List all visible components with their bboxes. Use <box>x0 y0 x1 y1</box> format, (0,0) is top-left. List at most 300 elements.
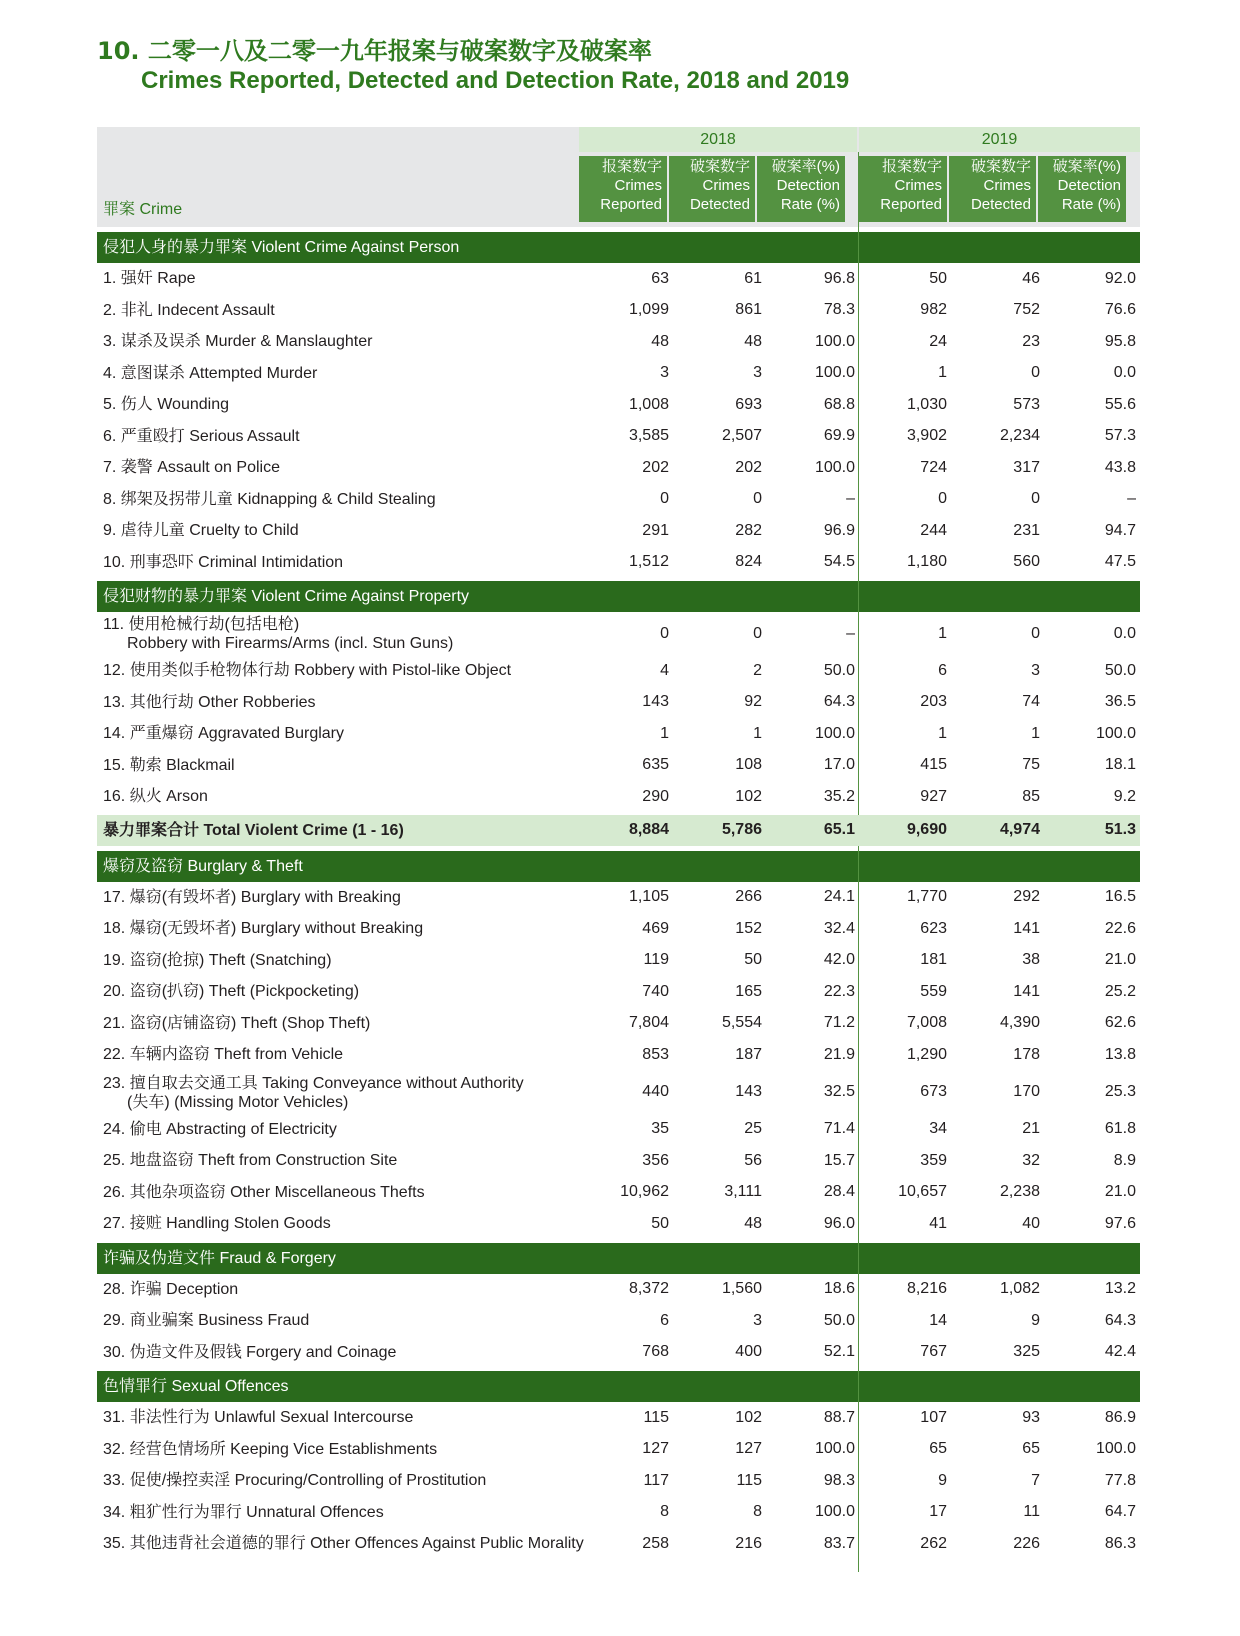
cell-value: 740 <box>642 982 669 1000</box>
cell-value: 50.0 <box>1104 661 1136 679</box>
row-label-text: 8. 绑架及拐带儿童 Kidnapping & Child Stealing <box>103 490 436 508</box>
row-label <box>103 1208 331 1240</box>
cell-value: 3,585 <box>628 427 669 445</box>
cell-value: 3 <box>753 364 762 382</box>
cell-value: 96.8 <box>823 269 855 287</box>
cell-value: 50.0 <box>823 661 855 679</box>
cell-value: 1,770 <box>906 888 947 906</box>
cell-value: 64.3 <box>823 693 855 711</box>
row-label <box>103 1145 397 1177</box>
cell-value: 28.4 <box>823 1183 855 1201</box>
cell-value: 0.0 <box>1113 624 1136 642</box>
column-header-line: Reported <box>880 196 942 213</box>
total-row <box>97 815 1140 846</box>
cell-value: 5,786 <box>721 821 762 838</box>
row-label-text: 34. 粗犷性行为罪行 Unnatural Offences <box>103 1503 384 1521</box>
cell-value: 42.4 <box>1104 1343 1136 1361</box>
table-row <box>97 547 1140 579</box>
column-header-line: Detected <box>970 196 1031 213</box>
cell-value: 0 <box>753 624 762 642</box>
cell-value: 202 <box>642 458 669 476</box>
cell-value: 14 <box>929 1311 947 1329</box>
table-row <box>97 1177 1140 1209</box>
cell-value: 97.6 <box>1104 1214 1136 1232</box>
row-label-text: 22. 车辆内盗窃 Theft from Vehicle <box>103 1046 344 1064</box>
column-header-line: Crimes <box>983 177 1031 194</box>
cell-value: 187 <box>735 1045 762 1063</box>
cell-value: 7,804 <box>628 1014 669 1032</box>
table-row <box>97 484 1140 516</box>
table-row <box>97 1008 1140 1040</box>
cell-value: 88.7 <box>823 1408 855 1426</box>
row-label-text: 14. 严重爆窃 Aggravated Burglary <box>103 725 344 743</box>
row-label <box>103 718 344 750</box>
cell-value: 469 <box>642 919 669 937</box>
table-row <box>97 718 1140 750</box>
cell-value: 95.8 <box>1104 332 1136 350</box>
cell-value: 96.9 <box>823 521 855 539</box>
row-label-text: 28. 诈骗 Deception <box>103 1280 239 1298</box>
cell-value: 42.0 <box>823 951 855 969</box>
table-header <box>97 127 1140 227</box>
column-header-line: 破案率(%) <box>771 158 840 175</box>
cell-value: 9.2 <box>1113 787 1136 805</box>
cell-value: 165 <box>735 982 762 1000</box>
table-row <box>97 1114 1140 1146</box>
cell-value: 152 <box>735 919 762 937</box>
cell-value: 17.0 <box>823 756 855 774</box>
row-label <box>103 781 208 813</box>
cell-value: 92 <box>744 693 762 711</box>
cell-value: 861 <box>735 301 762 319</box>
cell-value: 767 <box>920 1343 947 1361</box>
row-label <box>103 750 235 782</box>
row-label <box>103 913 423 945</box>
column-header-line: 破案率(%) <box>1052 158 1121 175</box>
column-header <box>757 156 845 222</box>
cell-value: 74 <box>1022 693 1040 711</box>
cell-value: 100.0 <box>814 364 855 382</box>
table-row <box>97 1528 1140 1560</box>
cell-value: 3 <box>753 1311 762 1329</box>
cell-value: 8 <box>660 1503 669 1521</box>
table-body <box>97 232 1140 1560</box>
cell-value: 3,902 <box>906 427 947 445</box>
row-label-text: 27. 接赃 Handling Stolen Goods <box>103 1215 331 1233</box>
row-label <box>103 612 453 658</box>
cell-value: 98.3 <box>823 1471 855 1489</box>
row-label-text: 33. 促使/操控卖淫 Procuring/Controlling of Prostitution <box>103 1472 487 1490</box>
row-label <box>103 815 404 846</box>
table-row <box>97 750 1140 782</box>
table-row <box>97 781 1140 813</box>
cell-value: 25.3 <box>1104 1083 1136 1100</box>
table-row <box>97 1305 1140 1337</box>
cell-value: 202 <box>735 458 762 476</box>
cell-value: 48 <box>651 332 669 350</box>
cell-value: 65.1 <box>823 821 855 838</box>
cell-value: 1,030 <box>906 395 947 413</box>
cell-value: 1,560 <box>721 1280 762 1298</box>
row-label <box>103 484 436 516</box>
cell-value: 141 <box>1013 982 1040 1000</box>
row-label-text: 23. 擅自取去交通工具 Taking Conveyance without Authority <box>103 1074 524 1092</box>
page-title <box>97 36 849 96</box>
cell-value: 560 <box>1013 553 1040 571</box>
cell-value: 10,657 <box>898 1183 947 1201</box>
section-heading: 侵犯财物的暴力罪案 Violent Crime Against Property <box>97 581 1140 612</box>
row-label-text: 19. 盗窃(抢掠) Theft (Snatching) <box>103 951 332 969</box>
row-label-text: 6. 严重殴打 Serious Assault <box>103 427 300 445</box>
column-header <box>669 156 755 222</box>
column-header-line: Detection <box>1057 177 1121 194</box>
cell-value: 8,372 <box>628 1280 669 1298</box>
cell-value: 1,180 <box>906 553 947 571</box>
cell-value: 8,216 <box>906 1280 947 1298</box>
section-heading: 色情罪行 Sexual Offences <box>97 1371 1140 1402</box>
row-label <box>103 515 299 547</box>
cell-value: 258 <box>642 1534 669 1552</box>
cell-value: 55.6 <box>1104 395 1136 413</box>
cell-value: 18.1 <box>1104 756 1136 774</box>
cell-value: 1 <box>660 724 669 742</box>
table-row <box>97 655 1140 687</box>
table-row <box>97 515 1140 547</box>
row-label-text: 暴力罪案合计 Total Violent Crime (1 - 16) <box>103 821 404 839</box>
section-heading: 爆窃及盗窃 Burglary & Theft <box>97 851 1140 882</box>
column-header-line: Crimes <box>614 177 662 194</box>
cell-value: 50 <box>929 269 947 287</box>
cell-value: 76.6 <box>1104 301 1136 319</box>
cell-value: 61.8 <box>1104 1120 1136 1138</box>
cell-value: 78.3 <box>823 301 855 319</box>
cell-value: 127 <box>735 1440 762 1458</box>
row-label <box>103 882 401 914</box>
cell-value: 21.0 <box>1104 951 1136 969</box>
cell-value: 3,111 <box>724 1183 762 1201</box>
row-label <box>103 1039 343 1071</box>
cell-value: 244 <box>920 521 947 539</box>
cell-value: 4,390 <box>999 1014 1040 1032</box>
cell-value: 0 <box>1031 624 1040 642</box>
title-chinese: 10. 二零一八及二零一九年报案与破案数字及破案率 <box>97 37 652 65</box>
row-label <box>103 326 372 358</box>
cell-value: 282 <box>735 521 762 539</box>
row-label <box>103 389 229 421</box>
cell-value: 50.0 <box>823 1311 855 1329</box>
cell-value: 64.7 <box>1104 1503 1136 1521</box>
table-row <box>97 945 1140 977</box>
table-row <box>97 1274 1140 1306</box>
cell-value: 3 <box>1031 661 1040 679</box>
cell-value: 51.3 <box>1104 821 1136 838</box>
cell-value: 8.9 <box>1113 1151 1136 1169</box>
cell-value: 85 <box>1022 787 1040 805</box>
cell-value: 64.3 <box>1104 1311 1136 1329</box>
cell-value: 15.7 <box>823 1151 855 1169</box>
table-row <box>97 263 1140 295</box>
row-label <box>103 1497 384 1529</box>
cell-value: 86.3 <box>1104 1534 1136 1552</box>
table-row <box>97 1071 1140 1114</box>
cell-value: 982 <box>920 301 947 319</box>
column-header-line: Detected <box>689 196 750 213</box>
cell-value: 2,238 <box>999 1183 1040 1201</box>
cell-value: 6 <box>938 661 947 679</box>
section-heading: 侵犯人身的暴力罪案 Violent Crime Against Person <box>97 232 1140 263</box>
row-label-text: 17. 爆窃(有毁坏者) Burglary with Breaking <box>103 888 401 906</box>
row-label-text: 18. 爆窃(无毁坏者) Burglary without Breaking <box>103 920 424 938</box>
cell-value: 9 <box>1031 1311 1040 1329</box>
column-header-line: Crimes <box>894 177 942 194</box>
cell-value: 21.9 <box>823 1045 855 1063</box>
cell-value: 41 <box>929 1214 947 1232</box>
row-label-continuation: Robbery with Firearms/Arms (incl. Stun Guns) <box>127 635 454 652</box>
row-label <box>103 1528 584 1560</box>
row-label <box>103 1305 309 1337</box>
cell-value: 25 <box>744 1120 762 1138</box>
cell-value: 115 <box>643 1408 669 1426</box>
row-label-text: 12. 使用类似手枪物体行劫 Robbery with Pistol-like Object <box>103 662 512 680</box>
row-label-text: 1. 强奸 Rape <box>103 270 196 288</box>
cell-value: – <box>846 624 855 642</box>
table-row <box>97 976 1140 1008</box>
table-row <box>97 612 1140 655</box>
cell-value: 127 <box>642 1440 669 1458</box>
table-row <box>97 295 1140 327</box>
cell-value: 40 <box>1022 1214 1040 1232</box>
cell-value: 50 <box>651 1214 669 1232</box>
cell-value: 0 <box>1031 364 1040 382</box>
row-label-text: 26. 其他杂项盗窃 Other Miscellaneous Thefts <box>103 1183 425 1201</box>
cell-value: 1,008 <box>628 395 669 413</box>
cell-value: 3 <box>660 364 669 382</box>
crime-column-header: 罪案 Crime <box>103 201 183 218</box>
cell-value: 24.1 <box>823 888 855 906</box>
cell-value: 141 <box>1013 919 1040 937</box>
cell-value: 107 <box>920 1408 947 1426</box>
cell-value: 16.5 <box>1104 888 1136 906</box>
row-label-text: 29. 商业骗案 Business Fraud <box>103 1312 310 1330</box>
cell-value: 11 <box>1023 1503 1040 1521</box>
cell-value: 47.5 <box>1104 553 1136 571</box>
table-row <box>97 687 1140 719</box>
cell-value: 46 <box>1022 269 1040 287</box>
table-row <box>97 913 1140 945</box>
cell-value: 117 <box>643 1471 669 1489</box>
row-label <box>103 1402 413 1434</box>
row-label <box>103 1274 238 1306</box>
cell-value: 291 <box>642 521 669 539</box>
cell-value: 1 <box>753 724 762 742</box>
row-label-text: 30. 伪造文件及假钱 Forgery and Coinage <box>103 1343 397 1361</box>
cell-value: 36.5 <box>1104 693 1136 711</box>
cell-value: 143 <box>642 693 669 711</box>
table-row <box>97 421 1140 453</box>
cell-value: 100.0 <box>814 1503 855 1521</box>
row-label-text: 16. 纵火 Arson <box>103 788 208 806</box>
section-heading: 诈骗及伪造文件 Fraud & Forgery <box>97 1243 1140 1274</box>
row-label-text: 3. 谋杀及误杀 Murder & Manslaughter <box>103 333 373 351</box>
cell-value: 440 <box>642 1083 669 1100</box>
cell-value: 32.4 <box>823 919 855 937</box>
cell-value: 752 <box>1013 301 1040 319</box>
cell-value: 1 <box>938 364 947 382</box>
table-row <box>97 1208 1140 1240</box>
row-label-text: 10. 刑事恐吓 Criminal Intimidation <box>103 553 344 571</box>
cell-value: 62.6 <box>1104 1014 1136 1032</box>
cell-value: 1,082 <box>999 1280 1040 1298</box>
row-label <box>103 1071 524 1117</box>
cell-value: 8,884 <box>628 821 669 838</box>
cell-value: 115 <box>736 1471 762 1489</box>
row-label <box>103 1337 396 1369</box>
cell-value: 83.7 <box>823 1534 855 1552</box>
cell-value: 356 <box>642 1151 669 1169</box>
cell-value: 48 <box>744 332 762 350</box>
cell-value: 1 <box>1031 724 1040 742</box>
cell-value: 415 <box>920 756 947 774</box>
title-english: Crimes Reported, Detected and Detection Rate, 2018 and 2019 <box>141 67 850 94</box>
cell-value: 54.5 <box>823 553 855 571</box>
cell-value: 52.1 <box>823 1343 855 1361</box>
cell-value: 216 <box>735 1534 762 1552</box>
row-label-text: 2. 非礼 Indecent Assault <box>103 301 275 319</box>
cell-value: 21 <box>1022 1120 1040 1138</box>
cell-value: 853 <box>642 1045 669 1063</box>
cell-value: 4 <box>660 661 669 679</box>
cell-value: 35.2 <box>823 787 855 805</box>
cell-value: 573 <box>1013 395 1040 413</box>
row-label-text: 20. 盗窃(扒窃) Theft (Pickpocketing) <box>103 983 360 1001</box>
cell-value: 181 <box>920 951 947 969</box>
crime-statistics-table <box>97 127 1140 1560</box>
cell-value: 22.3 <box>823 982 855 1000</box>
cell-value: 10,962 <box>620 1183 669 1201</box>
cell-value: 69.9 <box>823 427 855 445</box>
table-row <box>97 358 1140 390</box>
cell-value: 24 <box>929 332 947 350</box>
cell-value: 63 <box>651 269 669 287</box>
cell-value: 50 <box>744 951 762 969</box>
cell-value: 231 <box>1013 521 1040 539</box>
row-label <box>103 452 280 484</box>
cell-value: 34 <box>929 1120 947 1138</box>
cell-value: 57.3 <box>1104 427 1136 445</box>
cell-value: 108 <box>735 756 762 774</box>
cell-value: 317 <box>1013 458 1040 476</box>
cell-value: 673 <box>920 1083 947 1100</box>
row-label <box>103 295 275 327</box>
cell-value: 559 <box>920 982 947 1000</box>
cell-value: 824 <box>735 553 762 571</box>
cell-value: 100.0 <box>1095 1440 1136 1458</box>
table-row <box>97 1434 1140 1466</box>
row-label-continuation: (失车) (Missing Motor Vehicles) <box>127 1093 349 1111</box>
row-label-text: 5. 伤人 Wounding <box>103 396 229 414</box>
cell-value: 23 <box>1022 332 1040 350</box>
row-label-text: 35. 其他违背社会道德的罪行 Other Offences Against Public Morality <box>103 1535 584 1553</box>
cell-value: 35 <box>651 1120 669 1138</box>
cell-value: 94.7 <box>1104 521 1136 539</box>
cell-value: 359 <box>920 1151 947 1169</box>
table-row <box>97 882 1140 914</box>
cell-value: 61 <box>744 269 762 287</box>
cell-value: 102 <box>735 1408 762 1426</box>
cell-value: 325 <box>1013 1343 1040 1361</box>
cell-value: 6 <box>660 1311 669 1329</box>
table-row <box>97 1337 1140 1369</box>
cell-value: 86.9 <box>1104 1408 1136 1426</box>
cell-value: 65 <box>929 1440 947 1458</box>
cell-value: 693 <box>735 395 762 413</box>
cell-value: 43.8 <box>1104 458 1136 476</box>
table-row <box>97 1402 1140 1434</box>
row-label <box>103 358 317 390</box>
cell-value: 18.6 <box>823 1280 855 1298</box>
row-label <box>103 945 332 977</box>
table-row <box>97 389 1140 421</box>
row-label <box>103 263 196 295</box>
cell-value: 0 <box>660 490 669 508</box>
cell-value: 119 <box>643 951 669 969</box>
cell-value: 7 <box>1031 1471 1040 1489</box>
cell-value: 32 <box>1022 1151 1040 1169</box>
table-row <box>97 1465 1140 1497</box>
row-label-text: 31. 非法性行为 Unlawful Sexual Intercourse <box>103 1409 414 1427</box>
cell-value: 1,099 <box>628 301 669 319</box>
column-header <box>949 156 1036 222</box>
column-header-line: Reported <box>600 196 662 213</box>
table-row <box>97 1497 1140 1529</box>
cell-value: 1,105 <box>628 888 669 906</box>
cell-value: 100.0 <box>814 724 855 742</box>
cell-value: 96.0 <box>823 1214 855 1232</box>
column-header <box>859 156 947 222</box>
cell-value: 77.8 <box>1104 1471 1136 1489</box>
cell-value: 1,512 <box>628 553 669 571</box>
cell-value: 927 <box>920 787 947 805</box>
cell-value: – <box>1127 490 1136 508</box>
cell-value: 400 <box>735 1343 762 1361</box>
cell-value: 178 <box>1013 1045 1040 1063</box>
cell-value: 93 <box>1022 1408 1040 1426</box>
cell-value: 290 <box>642 787 669 805</box>
cell-value: 0 <box>753 490 762 508</box>
row-label <box>103 1465 486 1497</box>
cell-value: 2 <box>753 661 762 679</box>
cell-value: 2,234 <box>999 427 1040 445</box>
table-row <box>97 1145 1140 1177</box>
cell-value: – <box>846 490 855 508</box>
row-label <box>103 655 511 687</box>
cell-value: 1 <box>938 724 947 742</box>
cell-value: 75 <box>1022 756 1040 774</box>
cell-value: 143 <box>735 1083 762 1100</box>
row-label-text: 21. 盗窃(店铺盗窃) Theft (Shop Theft) <box>103 1014 371 1032</box>
row-label-text: 11. 使用枪械行劫(包括电枪) <box>103 616 300 633</box>
year-2018-header: 2018 <box>579 127 857 152</box>
cell-value: 100.0 <box>1095 724 1136 742</box>
row-label-text: 15. 勒索 Blackmail <box>103 756 235 774</box>
cell-value: 768 <box>642 1343 669 1361</box>
column-header-line: Detection <box>776 177 840 194</box>
cell-value: 8 <box>753 1503 762 1521</box>
row-label <box>103 1008 370 1040</box>
cell-value: 71.4 <box>823 1120 855 1138</box>
column-header-line: 破案数字 <box>689 158 750 175</box>
cell-value: 9 <box>938 1471 947 1489</box>
